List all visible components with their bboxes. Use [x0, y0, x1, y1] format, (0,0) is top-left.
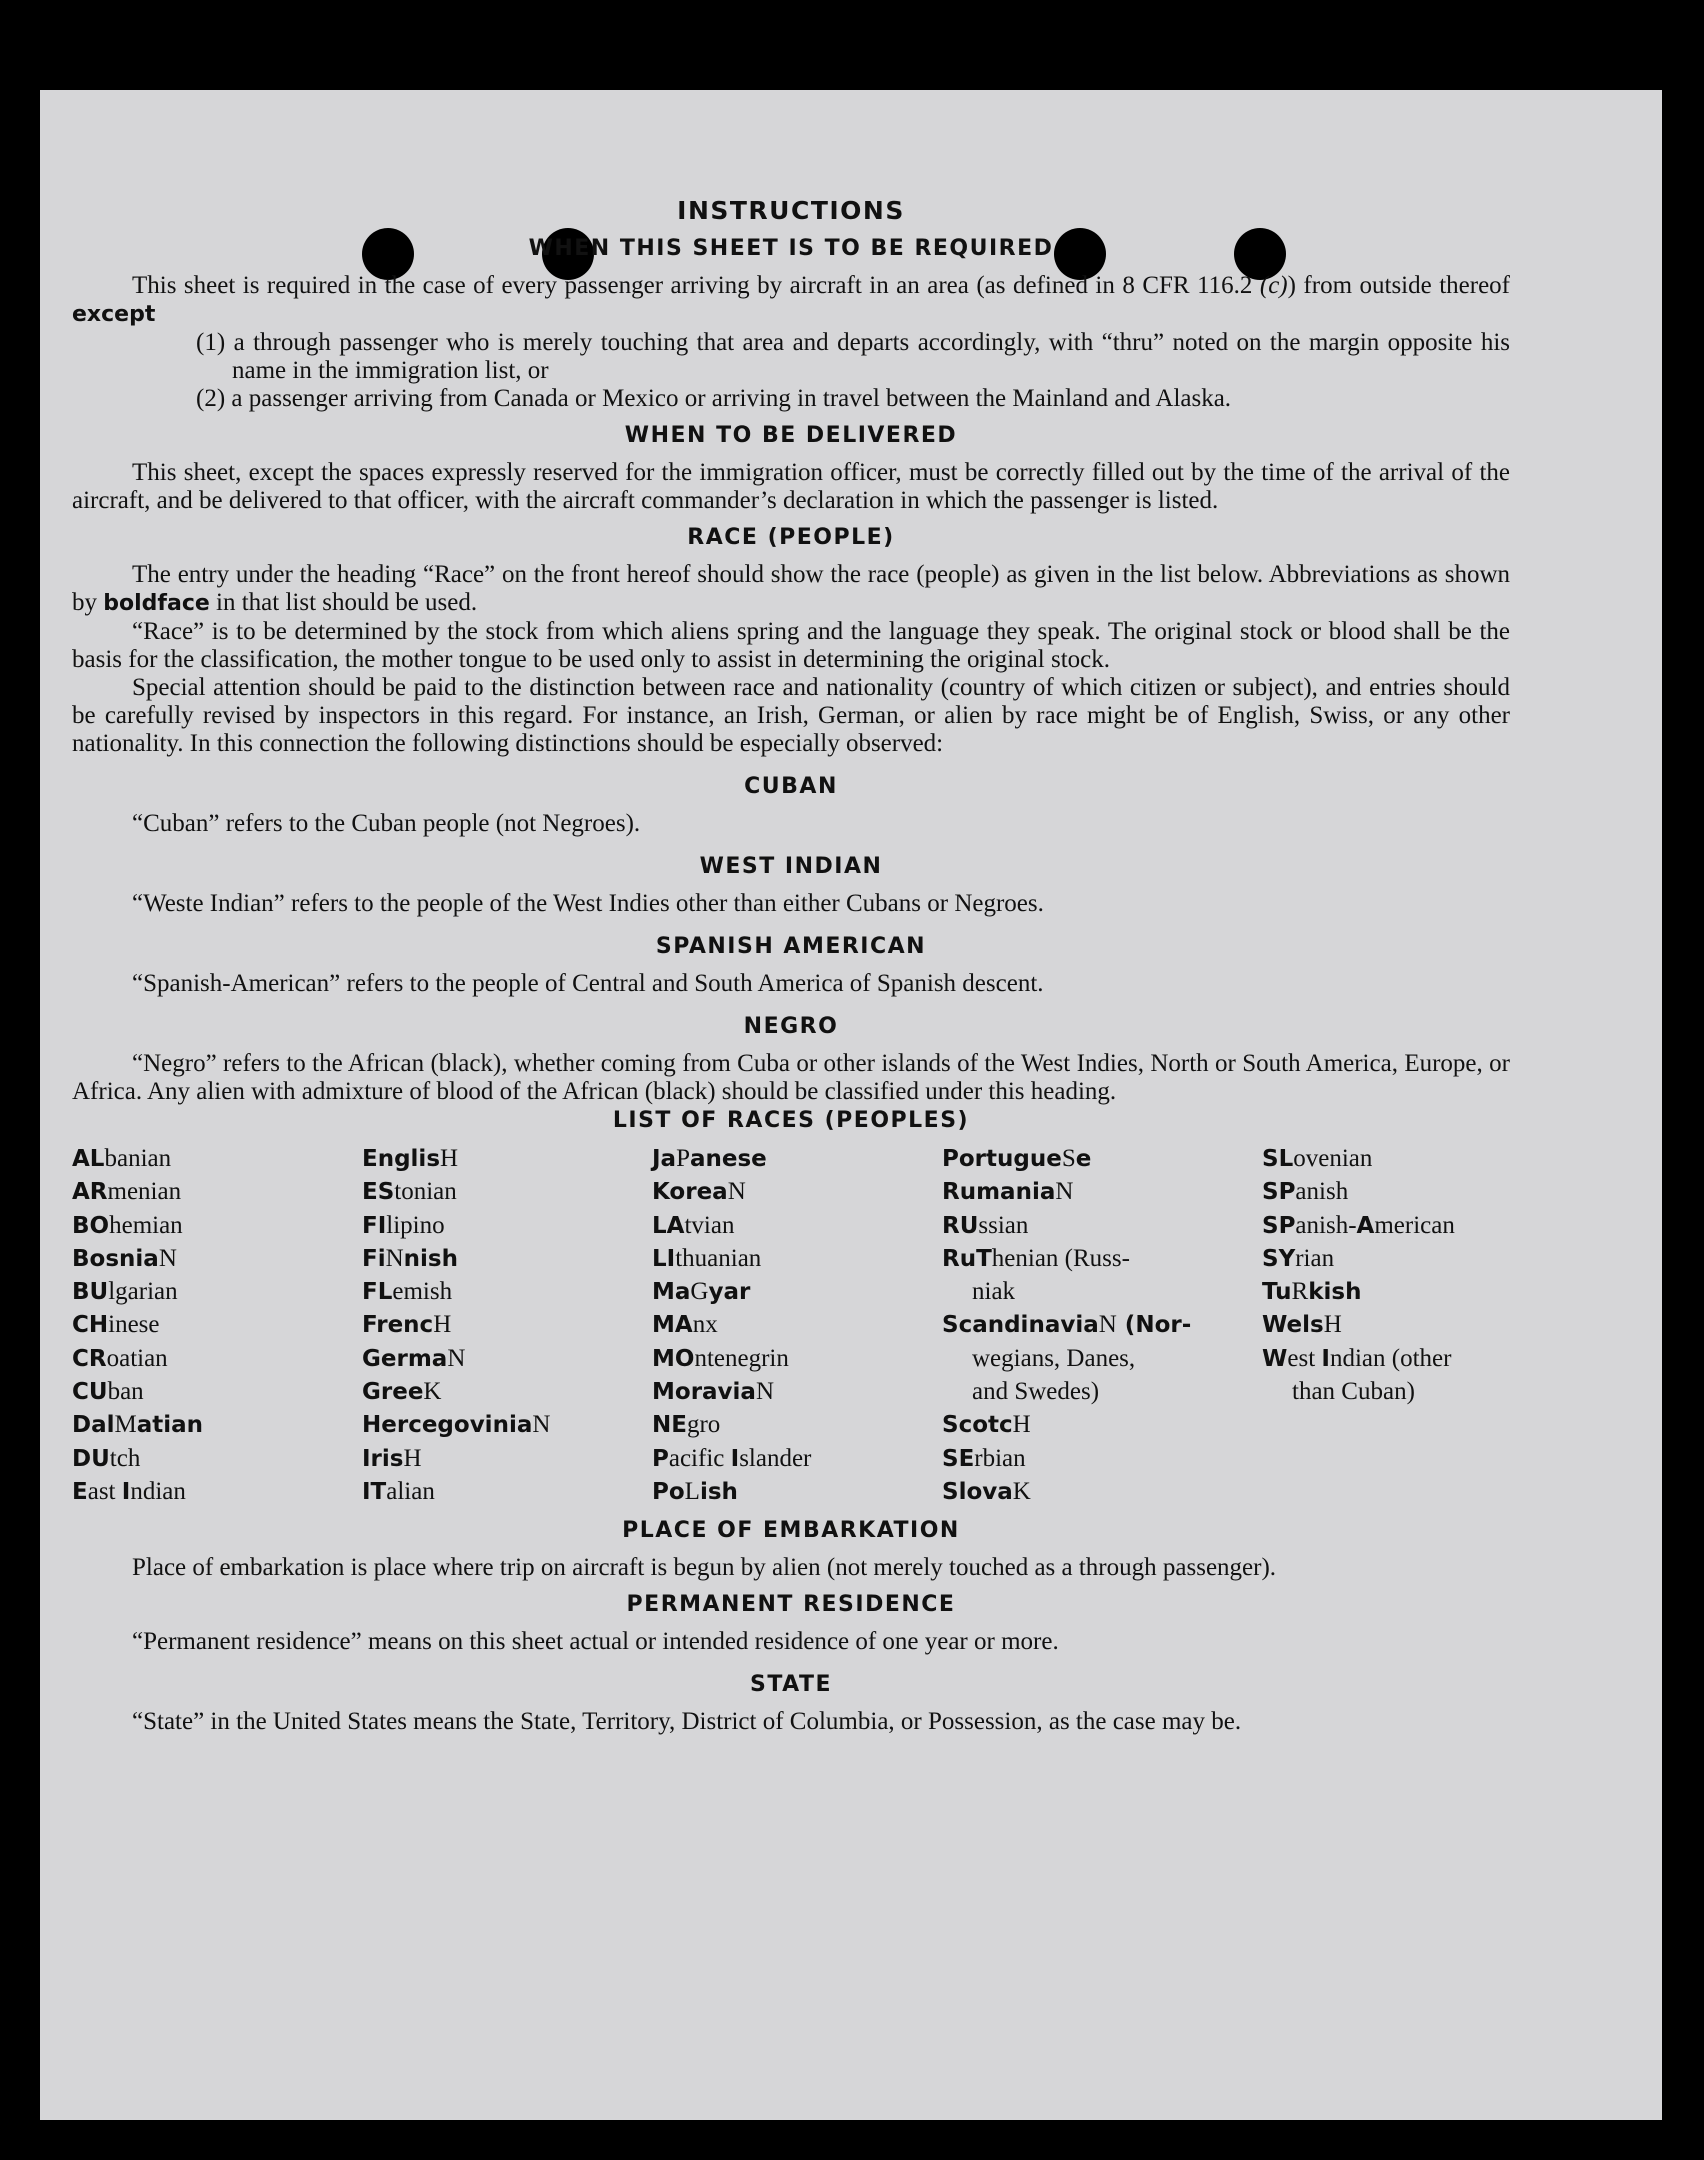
- race-entry: than Cuban): [1292, 1378, 1415, 1406]
- race-entry: TuRkish: [1262, 1278, 1362, 1306]
- race-list: [72, 1142, 1510, 1508]
- paragraph: “Weste Indian” refers to the people of the West Indies other than either Cubans or Negroes.: [132, 890, 1044, 917]
- race-entry: IrisH: [362, 1444, 422, 1472]
- race-entry: GermaN: [362, 1344, 466, 1372]
- race-entry: ScotcH: [942, 1411, 1031, 1439]
- paragraph: Place of embarkation is place where trip on aircraft is begun by alien (not merely touched as a through passenger).: [132, 1554, 1277, 1582]
- race-column: [652, 1142, 942, 1508]
- race-entry: West Indian (other: [1262, 1344, 1452, 1372]
- race-entry: SPanish: [1262, 1178, 1349, 1206]
- race-entry: BosniaN: [72, 1244, 177, 1272]
- race-entry: HercegoviniaN: [362, 1411, 551, 1439]
- paragraph: “Spanish-American” refers to the people of Central and South America of Spanish descent.: [132, 970, 1044, 997]
- race-entry: EnglisH: [362, 1145, 459, 1172]
- section-heading: RACE (PEOPLE): [687, 525, 895, 550]
- paragraph: The entry under the heading “Race” on the front hereof should show the race (people) as given in the list below. Abbreviations as shown by boldface in that list should be used.: [72, 561, 1510, 616]
- race-entry: JaPanese: [652, 1145, 767, 1172]
- section-heading: WHEN TO BE DELIVERED: [624, 423, 958, 448]
- race-entry: CRoatian: [72, 1344, 168, 1372]
- race-entry: and Swedes): [972, 1378, 1100, 1406]
- race-entry: ScandinaviaN (Nor-: [942, 1311, 1192, 1339]
- race-entry: ARmenian: [72, 1178, 182, 1206]
- section-heading: CUBAN: [744, 774, 838, 799]
- race-entry: DalMatian: [72, 1411, 204, 1439]
- race-entry: CHinese: [72, 1311, 160, 1339]
- race-entry: CUban: [72, 1378, 144, 1406]
- race-entry: KoreaN: [652, 1178, 746, 1206]
- paragraph: “State” in the United States means the State, Territory, District of Columbia, or Possession, as the case may be.: [132, 1708, 1242, 1736]
- race-column: [72, 1142, 362, 1508]
- race-column: [362, 1142, 652, 1508]
- race-entry: BOhemian: [72, 1211, 183, 1239]
- document-content: [72, 196, 1510, 1736]
- race-entry: SLovenian: [1262, 1145, 1373, 1172]
- list-item: (2) a passenger arriving from Canada or Mexico or arriving in travel between the Mainland and Alaska.: [196, 385, 1232, 412]
- race-column: [942, 1142, 1262, 1508]
- paragraph: “Race” is to be determined by the stock from which aliens spring and the language they speak. The original stock or blood shall be the basis for the classification, the mother tongue to be used only to assist in determining the original stock.: [72, 618, 1510, 673]
- race-entry: niak: [972, 1278, 1016, 1306]
- race-entry: SlovaK: [942, 1477, 1031, 1505]
- race-entry: WelsH: [1262, 1311, 1342, 1339]
- race-entry: ALbanian: [72, 1145, 172, 1172]
- section-heading: WEST INDIAN: [699, 854, 883, 879]
- race-entry: GreeK: [362, 1378, 442, 1406]
- race-entry: Pacific Islander: [652, 1444, 812, 1472]
- race-entry: RumaniaN: [942, 1178, 1074, 1206]
- section-heading: PLACE OF EMBARKATION: [622, 1518, 960, 1544]
- race-entry: PoLish: [652, 1477, 738, 1505]
- race-entry: SErbian: [942, 1444, 1026, 1472]
- race-entry: ITalian: [362, 1477, 435, 1505]
- paragraph: This sheet, except the spaces expressly reserved for the immigration officer, must be correctly filled out by the time of the arrival of the aircraft, and be delivered to that officer, with the aircraft commander’s declaration in which the passenger is listed.: [72, 459, 1510, 514]
- paragraph: This sheet is required in the case of every passenger arriving by aircraft in an area (as defined in 8 CFR 116.2 (c)) from outside thereof except: [72, 272, 1510, 327]
- race-entry: PortugueSe: [942, 1145, 1092, 1172]
- list-item: (1) a through passenger who is merely touching that area and departs accordingly, with “thru” noted on the margin opposite his name in the immigration list, or: [196, 329, 1510, 384]
- race-entry: NEgro: [652, 1411, 721, 1439]
- race-entry: MoraviaN: [652, 1378, 775, 1406]
- race-entry: FIlipino: [362, 1211, 445, 1239]
- race-entry: LAtvian: [652, 1211, 735, 1239]
- race-entry: MOntenegrin: [652, 1344, 789, 1372]
- page-title: INSTRUCTIONS: [677, 196, 905, 225]
- race-entry: LIthuanian: [652, 1244, 762, 1272]
- race-entry: FiNnish: [362, 1244, 458, 1272]
- race-entry: EStonian: [362, 1178, 457, 1206]
- section-heading: WHEN THIS SHEET IS TO BE REQUIRED: [528, 236, 1054, 261]
- race-entry: SYrian: [1262, 1244, 1335, 1272]
- race-entry: RuThenian (Russ-: [942, 1244, 1130, 1272]
- section-heading: SPANISH AMERICAN: [655, 934, 927, 959]
- race-entry: FLemish: [362, 1278, 453, 1306]
- section-heading: LIST OF RACES (PEOPLES): [612, 1108, 970, 1133]
- paragraph: “Cuban” refers to the Cuban people (not Negroes).: [132, 810, 641, 837]
- race-entry: MaGyar: [652, 1278, 751, 1306]
- race-entry: BUlgarian: [72, 1278, 178, 1306]
- paragraph: “Negro” refers to the African (black), whether coming from Cuba or other islands of the West Indies, North or South America, Europe, or Africa. Any alien with admixture of blood of the African (black) should be classified under this heading.: [72, 1050, 1510, 1105]
- paragraph: Special attention should be paid to the distinction between race and nationality (country of which citizen or subject), and entries should be carefully revised by inspectors in this regard. For instance, an Irish, German, or alien by race might be of English, Swiss, or any other nationality. In this connection the following distinctions should be especially observed:: [72, 674, 1510, 757]
- race-entry: FrencH: [362, 1311, 452, 1339]
- section-heading: NEGRO: [743, 1014, 839, 1039]
- race-entry: RUssian: [942, 1211, 1029, 1239]
- race-entry: East Indian: [72, 1477, 186, 1505]
- race-column: [1262, 1142, 1510, 1508]
- race-entry: SPanish-American: [1262, 1211, 1455, 1239]
- race-entry: MAnx: [652, 1311, 718, 1339]
- race-entry: DUtch: [72, 1444, 141, 1472]
- paragraph: “Permanent residence” means on this sheet actual or intended residence of one year or more.: [132, 1628, 1059, 1656]
- section-heading: PERMANENT RESIDENCE: [626, 1592, 956, 1618]
- section-heading: STATE: [750, 1672, 832, 1698]
- race-entry: wegians, Danes,: [972, 1344, 1136, 1372]
